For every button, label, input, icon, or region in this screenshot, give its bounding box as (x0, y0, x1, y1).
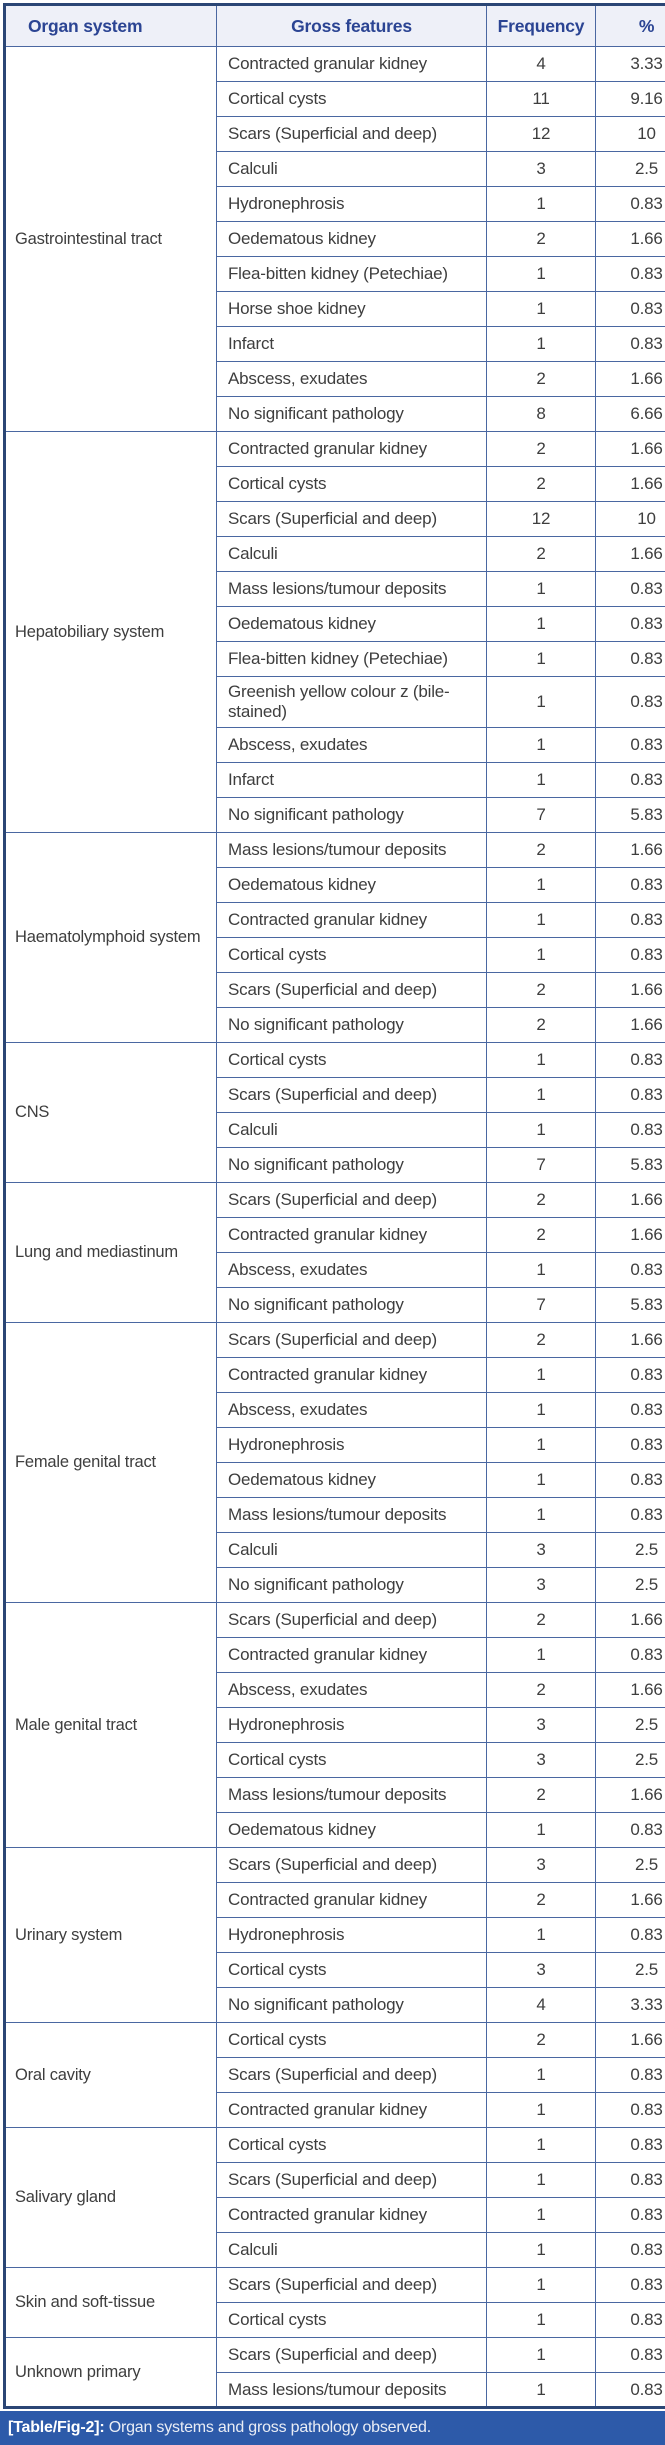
percent-cell: 0.83 (596, 2093, 665, 2128)
feature-cell: Scars (Superficial and deep) (217, 1323, 487, 1358)
frequency-cell: 1 (487, 2093, 596, 2128)
organ-cell: Salivary gland (5, 2128, 217, 2268)
organ-cell: Female genital tract (5, 1323, 217, 1603)
percent-cell: 0.83 (596, 1078, 665, 1113)
organ-cell: Hepatobiliary system (5, 432, 217, 833)
feature-cell: No significant pathology (217, 1988, 487, 2023)
feature-cell: No significant pathology (217, 1288, 487, 1323)
percent-cell: 0.83 (596, 1043, 665, 1078)
feature-cell: Cortical cysts (217, 82, 487, 117)
frequency-cell: 1 (487, 292, 596, 327)
percent-cell: 1.66 (596, 833, 665, 868)
percent-cell: 2.5 (596, 1743, 665, 1778)
feature-cell: Abscess, exudates (217, 362, 487, 397)
feature-cell: No significant pathology (217, 397, 487, 432)
percent-cell: 0.83 (596, 2338, 665, 2373)
percent-cell: 0.83 (596, 677, 665, 728)
organ-cell: Gastrointestinal tract (5, 47, 217, 432)
percent-cell: 0.83 (596, 2268, 665, 2303)
feature-cell: Cortical cysts (217, 1043, 487, 1078)
frequency-cell: 12 (487, 117, 596, 152)
frequency-cell: 1 (487, 2128, 596, 2163)
table-row (5, 1603, 665, 1638)
frequency-cell: 3 (487, 1848, 596, 1883)
feature-cell: Scars (Superficial and deep) (217, 2268, 487, 2303)
frequency-cell: 1 (487, 1078, 596, 1113)
frequency-cell: 3 (487, 1743, 596, 1778)
frequency-cell: 2 (487, 1323, 596, 1358)
percent-cell: 10 (596, 117, 665, 152)
frequency-cell: 2 (487, 1603, 596, 1638)
feature-cell: Horse shoe kidney (217, 292, 487, 327)
percent-cell: 0.83 (596, 2163, 665, 2198)
feature-cell: Scars (Superficial and deep) (217, 1603, 487, 1638)
frequency-cell: 1 (487, 938, 596, 973)
feature-cell: No significant pathology (217, 1148, 487, 1183)
frequency-cell: 1 (487, 642, 596, 677)
feature-cell: Infarct (217, 327, 487, 362)
feature-cell: Hydronephrosis (217, 1708, 487, 1743)
header-row (5, 5, 665, 47)
feature-cell: Mass lesions/tumour deposits (217, 1498, 487, 1533)
table-row (5, 1848, 665, 1883)
col-header-organ-system: Organ system (5, 5, 217, 47)
feature-cell: Cortical cysts (217, 2303, 487, 2338)
percent-cell: 0.83 (596, 1638, 665, 1673)
percent-cell: 0.83 (596, 1358, 665, 1393)
percent-cell: 1.66 (596, 973, 665, 1008)
feature-cell: Cortical cysts (217, 1743, 487, 1778)
frequency-cell: 1 (487, 2338, 596, 2373)
percent-cell: 0.83 (596, 903, 665, 938)
frequency-cell: 3 (487, 1533, 596, 1568)
organ-cell: Haematolymphoid system (5, 833, 217, 1043)
frequency-cell: 2 (487, 1008, 596, 1043)
frequency-cell: 1 (487, 187, 596, 222)
frequency-cell: 2 (487, 1778, 596, 1813)
feature-cell: Cortical cysts (217, 938, 487, 973)
percent-cell: 0.83 (596, 763, 665, 798)
feature-cell: Greenish yellow colour z (bile-stained) (217, 677, 487, 728)
frequency-cell: 1 (487, 327, 596, 362)
table-caption (0, 2411, 665, 2445)
percent-cell: 0.83 (596, 1498, 665, 1533)
percent-cell: 3.33 (596, 1988, 665, 2023)
percent-cell: 0.83 (596, 1813, 665, 1848)
frequency-cell: 1 (487, 2268, 596, 2303)
col-header-frequency: Frequency (487, 5, 596, 47)
frequency-cell: 2 (487, 973, 596, 1008)
feature-cell: Abscess, exudates (217, 1253, 487, 1288)
frequency-cell: 1 (487, 1393, 596, 1428)
percent-cell: 1.66 (596, 2023, 665, 2058)
feature-cell: Scars (Superficial and deep) (217, 1848, 487, 1883)
feature-cell: Oedematous kidney (217, 1463, 487, 1498)
table-row (5, 833, 665, 868)
table-row (5, 2128, 665, 2163)
frequency-cell: 3 (487, 1568, 596, 1603)
frequency-cell: 1 (487, 572, 596, 607)
feature-cell: Calculi (217, 537, 487, 572)
feature-cell: Calculi (217, 152, 487, 187)
percent-cell: 0.83 (596, 2198, 665, 2233)
table-row (5, 432, 665, 467)
frequency-cell: 1 (487, 1113, 596, 1148)
percent-cell: 5.83 (596, 1288, 665, 1323)
feature-cell: Mass lesions/tumour deposits (217, 572, 487, 607)
percent-cell: 9.16 (596, 82, 665, 117)
percent-cell: 1.66 (596, 362, 665, 397)
feature-cell: Infarct (217, 763, 487, 798)
frequency-cell: 1 (487, 763, 596, 798)
percent-cell: 1.66 (596, 1883, 665, 1918)
percent-cell: 1.66 (596, 1183, 665, 1218)
feature-cell: Oedematous kidney (217, 222, 487, 257)
frequency-cell: 1 (487, 1638, 596, 1673)
col-header-percent: % (596, 5, 665, 47)
feature-cell: Abscess, exudates (217, 1393, 487, 1428)
feature-cell: Contracted granular kidney (217, 1218, 487, 1253)
feature-cell: Cortical cysts (217, 2023, 487, 2058)
organ-gross-table-wrap (3, 3, 662, 2409)
percent-cell: 0.83 (596, 938, 665, 973)
col-header-gross-features: Gross features (217, 5, 487, 47)
feature-cell: No significant pathology (217, 798, 487, 833)
frequency-cell: 8 (487, 397, 596, 432)
feature-cell: Contracted granular kidney (217, 2093, 487, 2128)
frequency-cell: 2 (487, 362, 596, 397)
percent-cell: 0.83 (596, 2233, 665, 2268)
feature-cell: Contracted granular kidney (217, 1358, 487, 1393)
frequency-cell: 3 (487, 1953, 596, 1988)
frequency-cell: 2 (487, 1673, 596, 1708)
feature-cell: Scars (Superficial and deep) (217, 973, 487, 1008)
feature-cell: Scars (Superficial and deep) (217, 117, 487, 152)
organ-cell: Lung and mediastinum (5, 1183, 217, 1323)
frequency-cell: 2 (487, 1883, 596, 1918)
frequency-cell: 2 (487, 432, 596, 467)
organ-cell: CNS (5, 1043, 217, 1183)
percent-cell: 2.5 (596, 1568, 665, 1603)
frequency-cell: 2 (487, 2023, 596, 2058)
frequency-cell: 1 (487, 728, 596, 763)
organ-cell: Male genital tract (5, 1603, 217, 1848)
percent-cell: 0.83 (596, 1918, 665, 1953)
frequency-cell: 1 (487, 2233, 596, 2268)
frequency-cell: 3 (487, 1708, 596, 1743)
frequency-cell: 2 (487, 1218, 596, 1253)
frequency-cell: 1 (487, 607, 596, 642)
percent-cell: 1.66 (596, 537, 665, 572)
frequency-cell: 1 (487, 2198, 596, 2233)
frequency-cell: 1 (487, 1918, 596, 1953)
frequency-cell: 1 (487, 1043, 596, 1078)
feature-cell: Mass lesions/tumour deposits (217, 1778, 487, 1813)
frequency-cell: 1 (487, 903, 596, 938)
feature-cell: Mass lesions/tumour deposits (217, 833, 487, 868)
percent-cell: 1.66 (596, 1673, 665, 1708)
percent-cell: 0.83 (596, 1428, 665, 1463)
percent-cell: 0.83 (596, 642, 665, 677)
percent-cell: 0.83 (596, 292, 665, 327)
feature-cell: Contracted granular kidney (217, 1638, 487, 1673)
organ-gross-pathology-table (3, 3, 665, 2409)
feature-cell: Scars (Superficial and deep) (217, 1078, 487, 1113)
frequency-cell: 4 (487, 47, 596, 82)
percent-cell: 1.66 (596, 1218, 665, 1253)
feature-cell: No significant pathology (217, 1568, 487, 1603)
percent-cell: 0.83 (596, 2128, 665, 2163)
table-row (5, 2023, 665, 2058)
table-row (5, 1043, 665, 1078)
percent-cell: 0.83 (596, 1113, 665, 1148)
percent-cell: 3.33 (596, 47, 665, 82)
feature-cell: Scars (Superficial and deep) (217, 1183, 487, 1218)
percent-cell: 1.66 (596, 1008, 665, 1043)
frequency-cell: 1 (487, 2303, 596, 2338)
percent-cell: 10 (596, 502, 665, 537)
feature-cell: Mass lesions/tumour deposits (217, 2373, 487, 2408)
feature-cell: Hydronephrosis (217, 187, 487, 222)
feature-cell: Abscess, exudates (217, 728, 487, 763)
percent-cell: 2.5 (596, 1533, 665, 1568)
percent-cell: 6.66 (596, 397, 665, 432)
frequency-cell: 1 (487, 2373, 596, 2408)
percent-cell: 0.83 (596, 1253, 665, 1288)
frequency-cell: 1 (487, 1498, 596, 1533)
feature-cell: Calculi (217, 1533, 487, 1568)
organ-cell: Urinary system (5, 1848, 217, 2023)
feature-cell: Hydronephrosis (217, 1918, 487, 1953)
feature-cell: Cortical cysts (217, 1953, 487, 1988)
frequency-cell: 2 (487, 222, 596, 257)
table-row (5, 2338, 665, 2373)
organ-cell: Unknown primary (5, 2338, 217, 2408)
feature-cell: Oedematous kidney (217, 868, 487, 903)
percent-cell: 0.83 (596, 607, 665, 642)
feature-cell: Cortical cysts (217, 467, 487, 502)
frequency-cell: 1 (487, 1253, 596, 1288)
frequency-cell: 1 (487, 257, 596, 292)
frequency-cell: 7 (487, 1148, 596, 1183)
frequency-cell: 1 (487, 2058, 596, 2093)
percent-cell: 0.83 (596, 187, 665, 222)
frequency-cell: 4 (487, 1988, 596, 2023)
frequency-cell: 11 (487, 82, 596, 117)
frequency-cell: 12 (487, 502, 596, 537)
caption-label: [Table/Fig-2]: (8, 2419, 104, 2436)
percent-cell: 0.83 (596, 2303, 665, 2338)
caption-text: Organ systems and gross pathology observed. (109, 2419, 431, 2436)
frequency-cell: 1 (487, 677, 596, 728)
frequency-cell: 1 (487, 1358, 596, 1393)
feature-cell: Hydronephrosis (217, 1428, 487, 1463)
percent-cell: 0.83 (596, 2058, 665, 2093)
percent-cell: 1.66 (596, 467, 665, 502)
frequency-cell: 2 (487, 537, 596, 572)
frequency-cell: 1 (487, 1813, 596, 1848)
percent-cell: 0.83 (596, 728, 665, 763)
percent-cell: 5.83 (596, 798, 665, 833)
frequency-cell: 1 (487, 1428, 596, 1463)
percent-cell: 0.83 (596, 1393, 665, 1428)
frequency-cell: 7 (487, 1288, 596, 1323)
feature-cell: Flea-bitten kidney (Petechiae) (217, 257, 487, 292)
feature-cell: Abscess, exudates (217, 1673, 487, 1708)
frequency-cell: 2 (487, 1183, 596, 1218)
frequency-cell: 2 (487, 467, 596, 502)
frequency-cell: 3 (487, 152, 596, 187)
feature-cell: Scars (Superficial and deep) (217, 2338, 487, 2373)
feature-cell: Calculi (217, 2233, 487, 2268)
feature-cell: Calculi (217, 1113, 487, 1148)
percent-cell: 5.83 (596, 1148, 665, 1183)
frequency-cell: 1 (487, 868, 596, 903)
percent-cell: 0.83 (596, 572, 665, 607)
percent-cell: 2.5 (596, 1708, 665, 1743)
feature-cell: Contracted granular kidney (217, 432, 487, 467)
feature-cell: Cortical cysts (217, 2128, 487, 2163)
percent-cell: 2.5 (596, 152, 665, 187)
percent-cell: 1.66 (596, 1603, 665, 1638)
percent-cell: 2.5 (596, 1953, 665, 1988)
feature-cell: Scars (Superficial and deep) (217, 502, 487, 537)
feature-cell: Contracted granular kidney (217, 2198, 487, 2233)
feature-cell: Contracted granular kidney (217, 1883, 487, 1918)
frequency-cell: 1 (487, 2163, 596, 2198)
feature-cell: Oedematous kidney (217, 1813, 487, 1848)
frequency-cell: 1 (487, 1463, 596, 1498)
feature-cell: Scars (Superficial and deep) (217, 2163, 487, 2198)
percent-cell: 1.66 (596, 222, 665, 257)
feature-cell: Flea-bitten kidney (Petechiae) (217, 642, 487, 677)
percent-cell: 1.66 (596, 432, 665, 467)
table-row (5, 1323, 665, 1358)
percent-cell: 0.83 (596, 257, 665, 292)
feature-cell: Oedematous kidney (217, 607, 487, 642)
percent-cell: 0.83 (596, 1463, 665, 1498)
percent-cell: 0.83 (596, 868, 665, 903)
table-row (5, 2268, 665, 2303)
frequency-cell: 7 (487, 798, 596, 833)
feature-cell: No significant pathology (217, 1008, 487, 1043)
percent-cell: 1.66 (596, 1323, 665, 1358)
organ-cell: Oral cavity (5, 2023, 217, 2128)
organ-cell: Skin and soft-tissue (5, 2268, 217, 2338)
percent-cell: 0.83 (596, 2373, 665, 2408)
percent-cell: 1.66 (596, 1778, 665, 1813)
feature-cell: Contracted granular kidney (217, 47, 487, 82)
percent-cell: 2.5 (596, 1848, 665, 1883)
feature-cell: Contracted granular kidney (217, 903, 487, 938)
table-row (5, 47, 665, 82)
feature-cell: Scars (Superficial and deep) (217, 2058, 487, 2093)
percent-cell: 0.83 (596, 327, 665, 362)
frequency-cell: 2 (487, 833, 596, 868)
table-row (5, 1183, 665, 1218)
